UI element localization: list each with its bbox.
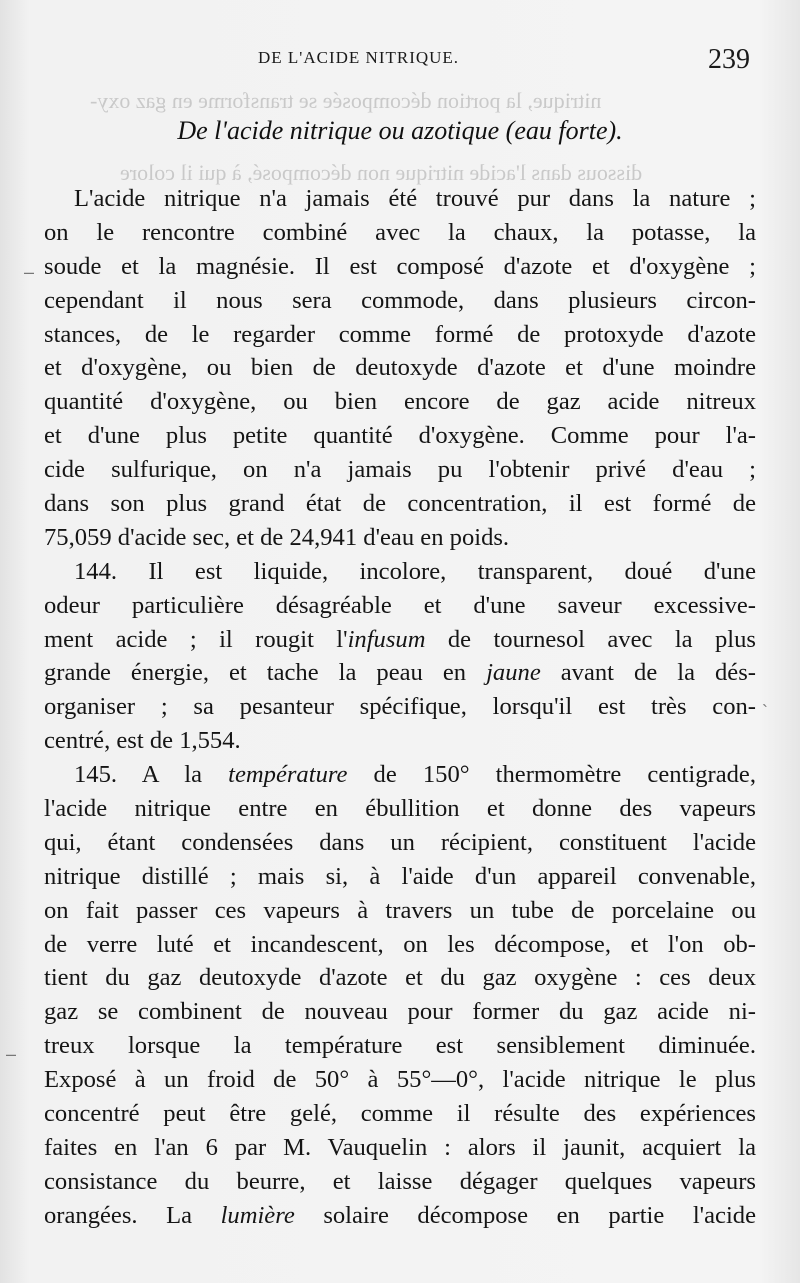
text-line: et d'oxygène, ou bien de deutoxyde d'azote et d'une moindre xyxy=(44,354,756,382)
text-line: on le rencontre combiné avec la chaux, la potasse, la xyxy=(44,218,756,246)
text-run: avant de la dés- xyxy=(540,659,756,687)
text-line: dans son plus grand état de concentration, il est formé de xyxy=(44,490,756,518)
text-line xyxy=(44,623,756,657)
show-through-text: nitrique, la portion décomposée se transforme en gaz oxy- xyxy=(90,88,602,113)
text-line: gaz se combinent de nouveau pour former du gaz acide ni- xyxy=(44,998,756,1026)
italic-term: température xyxy=(228,761,348,789)
text-line: centré, est de 1,554. xyxy=(44,727,241,755)
text-line: cependant il nous sera commode, dans plusieurs circon- xyxy=(44,286,756,314)
text-line: qui, étant condensées dans un récipient, constituent l'acide xyxy=(44,828,756,856)
text-line: de verre luté et incandescent, on les décompose, et l'on ob- xyxy=(44,930,756,958)
text-line: L'acide nitrique n'a jamais été trouvé pur dans la nature ; xyxy=(74,185,756,212)
text-line: nitrique distillé ; mais si, à l'aide d'un appareil convenable, xyxy=(44,862,756,890)
body-text xyxy=(44,182,756,1233)
text-run: ment acide ; il rougit l' xyxy=(44,625,348,653)
text-line xyxy=(44,758,756,792)
text-run: orangées. La xyxy=(44,1201,221,1229)
text-line: odeur particulière désagréable et d'une saveur excessive- xyxy=(44,591,756,619)
text-line xyxy=(44,1199,756,1233)
text-line: cide sulfurique, on n'a jamais pu l'obtenir privé d'eau ; xyxy=(44,456,756,484)
text-line xyxy=(44,656,756,690)
text-line: stances, de le regarder comme formé de protoxyde d'azote xyxy=(44,320,756,348)
text-line: organiser ; sa pesanteur spécifique, lorsqu'il est très con- xyxy=(44,693,756,721)
show-through-text: dissous dans l'acide nitrique non décomposé, à qui il colore xyxy=(120,160,643,185)
text-run: de 150° thermomètre centigrade, xyxy=(347,761,756,789)
text-line: Exposé à un froid de 50° à 55°—0°, l'acide nitrique le plus xyxy=(44,1066,756,1094)
italic-term: infusum xyxy=(347,625,426,653)
text-line: treux lorsque la température est sensiblement diminuée. xyxy=(44,1032,756,1060)
page-number: 239 xyxy=(708,44,750,75)
text-line: consistance du beurre, et laisse dégager quelques vapeurs xyxy=(44,1167,756,1195)
running-title: DE L'ACIDE NITRIQUE. xyxy=(258,48,460,67)
italic-term: jaune xyxy=(486,659,541,687)
text-line: soude et la magnésie. Il est composé d'azote et d'oxygène ; xyxy=(44,252,756,280)
text-run: 145. A la xyxy=(74,761,229,789)
italic-term: lumière xyxy=(220,1201,295,1229)
running-head xyxy=(0,44,800,74)
text-line: concentré peut être gelé, comme il résulte des expériences xyxy=(44,1100,756,1128)
text-line: et d'une plus petite quantité d'oxygène. Comme pour l'a- xyxy=(44,422,756,450)
margin-dash: – xyxy=(24,262,35,282)
text-run: solaire décompose en partie l'acide xyxy=(294,1201,756,1229)
text-line: on fait passer ces vapeurs à travers un tube de porcelaine ou xyxy=(44,896,756,924)
text-line: quantité d'oxygène, ou bien encore de gaz acide nitreux xyxy=(44,388,756,416)
text-line: faites en l'an 6 par M. Vauquelin : alors il jaunit, acquiert la xyxy=(44,1133,756,1161)
text-line: 75,059 d'acide sec, et de 24,941 d'eau en poids. xyxy=(44,523,510,551)
section-title: De l'acide nitrique ou azotique (eau forte). xyxy=(177,116,623,145)
text-run: de tournesol avec la plus xyxy=(425,625,756,653)
text-run: grande énergie, et tache la peau en xyxy=(44,659,487,687)
text-line: 144. Il est liquide, incolore, transparent, doué d'une xyxy=(74,557,756,585)
margin-dash: ` xyxy=(762,702,768,722)
text-line: tient du gaz deutoxyde d'azote et du gaz oxygène : ces deux xyxy=(44,964,756,992)
text-line: l'acide nitrique entre en ébullition et donne des vapeurs xyxy=(44,795,756,823)
margin-dash: – xyxy=(6,1044,17,1064)
